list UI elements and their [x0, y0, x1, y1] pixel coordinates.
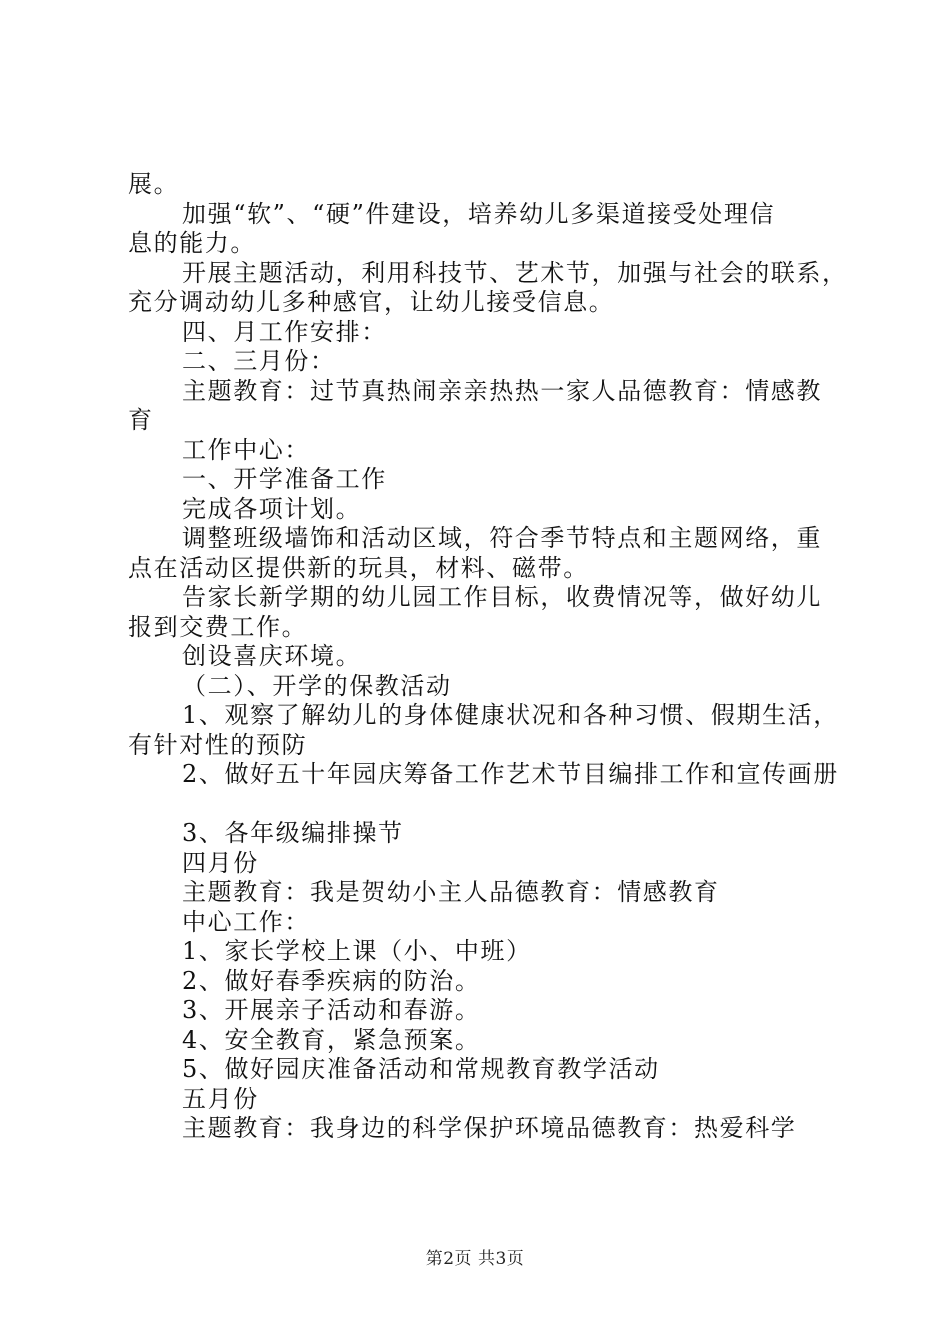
blank-line: [128, 790, 828, 820]
document-body: [128, 170, 848, 1144]
page-footer: 第2页 共3页: [425, 1249, 525, 1269]
text-line: 主题教育：我是贺幼小主人品德教育：情感教育: [182, 878, 720, 906]
text-line: 告家长新学期的幼儿园工作目标，收费情况等，做好幼儿: [182, 583, 822, 611]
text-line: 展。: [128, 170, 180, 198]
text-line: 4、安全教育，紧急预案。: [182, 1025, 481, 1054]
text-line: 5、做好园庆准备活动和常规教育教学活动: [182, 1055, 660, 1083]
text-line: 五月份: [182, 1084, 259, 1113]
text-line: 开展主题活动，利用科技节、艺术节，加强与社会的联系，: [182, 258, 848, 287]
text-line: 二、三月份：: [182, 347, 336, 375]
text-line: 1、家长学校上课（小、中班）: [182, 937, 532, 965]
text-line: 1、观察了解幼儿的身体健康状况和各种习惯、假期生活，: [182, 701, 839, 729]
text-line: 主题教育：过节真热闹亲亲热热一家人品德教育：情感教: [182, 376, 822, 405]
text-line: 完成各项计划。: [182, 494, 362, 523]
text-line: 工作中心：: [182, 435, 310, 464]
text-line: 中心工作：: [182, 907, 310, 936]
text-line: 一、开学准备工作: [182, 465, 387, 493]
text-line: 2、做好五十年园庆筹备工作艺术节目编排工作和宣传画册: [182, 760, 839, 788]
text-line: 3、各年级编排操节: [182, 819, 404, 847]
text-line: 创设喜庆环境。: [182, 642, 362, 670]
text-line: 主题教育：我身边的科学保护环境品德教育：热爱科学: [182, 1114, 797, 1142]
text-line: 3、开展亲子活动和春游。: [182, 996, 481, 1024]
text-line: 2、做好春季疾病的防治。: [182, 966, 481, 995]
text-line: 充分调动幼儿多种感官，让幼儿接受信息。: [128, 288, 615, 316]
text-line: 报到交费工作。: [128, 612, 308, 641]
text-line: 点在活动区提供新的玩具，材料、磁带。: [128, 553, 589, 582]
text-line: 调整班级墙饰和活动区域，符合季节特点和主题网络，重: [182, 524, 822, 552]
text-line: 加强“软”、“硬”件建设，培养幼儿多渠道接受处理信: [182, 199, 776, 228]
text-line: 四月份: [182, 848, 259, 877]
text-line: 息的能力。: [128, 229, 256, 257]
text-line: 育: [128, 406, 154, 434]
text-line: 有针对性的预防: [128, 730, 308, 759]
text-line: 四、月工作安排：: [182, 317, 387, 346]
text-line: （二）、开学的保教活动: [182, 671, 452, 700]
